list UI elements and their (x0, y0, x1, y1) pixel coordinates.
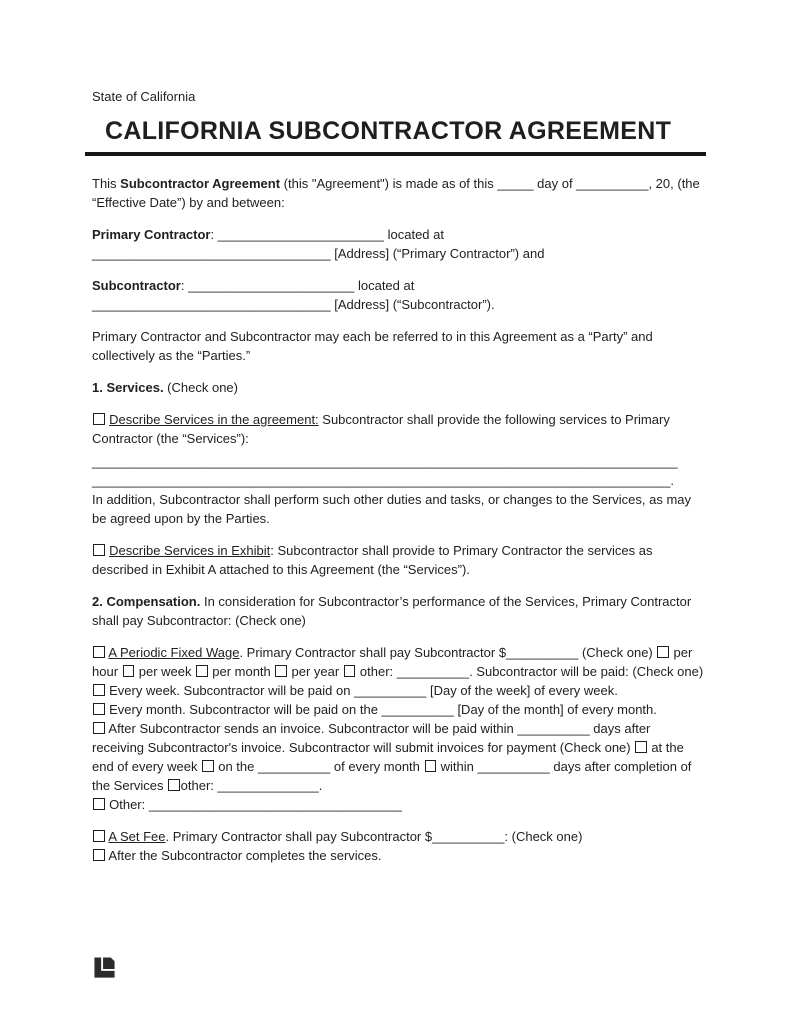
text-run: (Check one) (163, 380, 238, 395)
checkbox-icon (168, 779, 180, 791)
subcontractor-clause (92, 276, 716, 314)
text-run: hour (92, 664, 122, 679)
text-run: _________________________________ [Address] (“Subcontractor”). (92, 297, 495, 312)
describe-services-in-agreement-option (92, 410, 716, 448)
primary-contractor-clause (92, 225, 716, 263)
text-run: _________________________________________________________________________________ (92, 454, 678, 469)
text-run: Every week. Subcontractor will be paid on __________ [Day of the week] of every week. (105, 683, 618, 698)
text-run: Contractor (the “Services”): (92, 431, 249, 446)
text-run: end of every week (92, 759, 202, 774)
checkbox-icon (657, 646, 669, 658)
text-run: . Primary Contractor shall pay Subcontractor $__________ (Check one) (239, 645, 657, 660)
text-run: Subcontractor Agreement (120, 176, 281, 191)
services-write-in-lines (92, 452, 716, 528)
text-run: other: ______________. (180, 778, 323, 793)
text-run: 1. Services. (92, 380, 164, 395)
checkbox-icon (93, 646, 105, 658)
text-run: the Services (92, 778, 168, 793)
text-run: A Periodic Fixed Wage (108, 645, 240, 660)
set-fee-option (92, 827, 716, 865)
text-run: (this "Agreement") is made as of this _____ day of __________, 20, (the (280, 176, 700, 191)
text-run: : _______________________ located at (210, 227, 444, 242)
text-run: Every month. Subcontractor will be paid on the __________ [Day of the month] of every month. (105, 702, 657, 717)
text-run: other: __________. Subcontractor will be paid: (Check one) (356, 664, 704, 679)
document-content (92, 0, 716, 865)
checkbox-icon (635, 741, 647, 753)
checkbox-icon (202, 760, 214, 772)
parties-paragraph (92, 327, 716, 365)
text-run: After Subcontractor sends an invoice. Subcontractor will be paid within __________ days after (105, 721, 651, 736)
checkbox-icon (93, 413, 105, 425)
text-run: Subcontractor shall provide the following services to Primary (318, 412, 670, 427)
intro-paragraph (92, 174, 716, 212)
text-run: Describe Services in Exhibit (109, 543, 271, 558)
checkbox-icon (196, 665, 208, 677)
checkbox-icon (275, 665, 287, 677)
text-run: In addition, Subcontractor shall perform such other duties and tasks, or changes to the Services, as may (92, 492, 692, 507)
text-run: : Subcontractor shall provide to Primary Contractor the services as (270, 543, 653, 558)
jurisdiction-label: State of California (92, 89, 196, 104)
text-run: 2. Compensation. (92, 594, 201, 609)
text-run: at the (647, 740, 684, 755)
document-title: CALIFORNIA SUBCONTRACTOR AGREEMENT (105, 117, 672, 145)
checkbox-icon (123, 665, 135, 677)
checkbox-icon (93, 684, 105, 696)
text-run: ________________________________________________________________________________. (92, 473, 675, 488)
checkbox-icon (93, 830, 105, 842)
checkbox-icon (93, 703, 105, 715)
text-run: Describe Services in the agreement: (109, 412, 319, 427)
text-run: This (92, 176, 121, 191)
text-run: collectively as the “Parties.” (92, 348, 251, 363)
text-run: “Effective Date”) by and between: (92, 195, 285, 210)
text-run: . Primary Contractor shall pay Subcontractor $__________: (Check one) (165, 829, 583, 844)
text-run: Primary Contractor (92, 227, 211, 242)
services-heading (92, 378, 716, 397)
text-run: After the Subcontractor completes the services. (105, 848, 382, 863)
text-run: be agreed upon by the Parties. (92, 511, 270, 526)
title-underline-rule (85, 152, 706, 156)
describe-services-in-exhibit-option (92, 541, 716, 579)
text-run: within __________ days after completion of (437, 759, 692, 774)
text-run: shall pay Subcontractor: (Check one) (92, 613, 306, 628)
text-run: receiving Subcontractor's invoice. Subcontractor will submit invoices for payment (Check one) (92, 740, 635, 755)
text-run: on the __________ of every month (214, 759, 424, 774)
compensation-paragraph (92, 592, 716, 630)
text-run: per year (287, 664, 343, 679)
text-run: In consideration for Subcontractor’s performance of the Services, Primary Contractor (200, 594, 692, 609)
text-run: Other: ___________________________________ (105, 797, 402, 812)
checkbox-icon (344, 665, 356, 677)
checkbox-icon (93, 849, 105, 861)
periodic-fixed-wage-option (92, 643, 716, 814)
legal-templates-logo-icon (93, 956, 116, 979)
checkbox-icon (93, 722, 105, 734)
text-run: per week (135, 664, 196, 679)
text-run: per (669, 645, 693, 660)
checkbox-icon (425, 760, 437, 772)
text-run: described in Exhibit A attached to this Agreement (the “Services”). (92, 562, 470, 577)
checkbox-icon (93, 798, 105, 810)
document-body (92, 174, 716, 865)
text-run: A Set Fee (108, 829, 166, 844)
text-run: : _______________________ located at (180, 278, 415, 293)
checkbox-icon (93, 544, 105, 556)
text-run: Subcontractor (92, 278, 181, 293)
text-run: Primary Contractor and Subcontractor may each be referred to in this Agreement as a “Party” and (92, 329, 653, 344)
text-run: _________________________________ [Address] (“Primary Contractor”) and (92, 246, 545, 261)
text-run: per month (208, 664, 275, 679)
